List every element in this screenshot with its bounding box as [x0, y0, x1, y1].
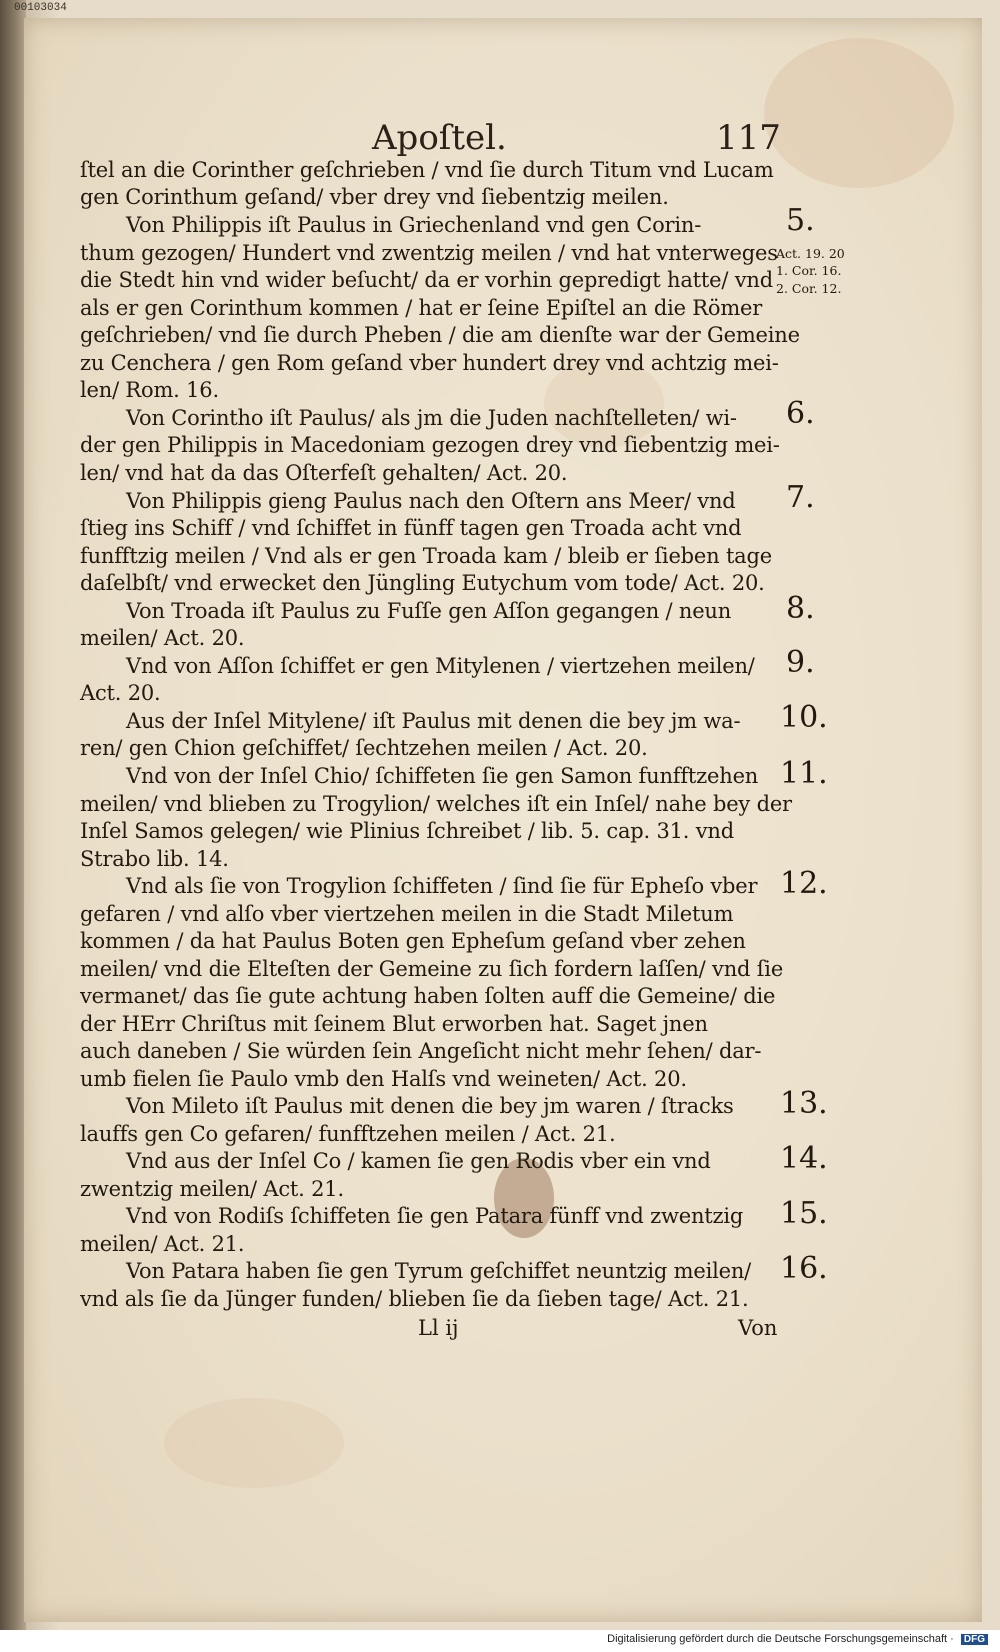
margin-reference: Act. 19. 20 [776, 246, 845, 261]
section-number: 8. [786, 591, 815, 626]
section-number: 7. [786, 480, 815, 515]
text-line: Vnd von Rodiſs ſchiffeten ſie gen Patara fünff vnd zwentzig [126, 1204, 744, 1228]
text-line: ſtel an die Corinther geſchrieben / vnd ſie durch Titum vnd Lucam [80, 158, 774, 182]
catchword: Von [738, 1316, 778, 1340]
text-line: Vnd von Aſſon ſchiffet er gen Mitylenen / viertzehen meilen/ [126, 654, 755, 678]
text-line: meilen/ vnd blieben zu Trogylion/ welches iſt ein Inſel/ nahe bey der [80, 792, 792, 816]
text-line: funfftzig meilen / Vnd als er gen Troada kam / bleib er ſieben tage [80, 544, 772, 568]
text-line: der gen Philippis in Macedoniam gezogen drey vnd ſiebentzig mei- [80, 433, 780, 457]
section-number: 13. [780, 1086, 828, 1121]
text-line: meilen/ Act. 21. [80, 1232, 245, 1256]
text-line: als er gen Corinthum kommen / hat er ſeine Epiſtel an die Römer [80, 296, 763, 320]
text-line: Von Philippis gieng Paulus nach den Oſtern ans Meer/ vnd [126, 489, 736, 513]
section-number: 9. [786, 645, 815, 680]
section-number: 11. [780, 756, 828, 791]
text-line: meilen/ vnd die Elteſten der Gemeine zu ſich fordern laſſen/ vnd ſie [80, 957, 784, 981]
signature-mark: Ll ij [418, 1316, 459, 1340]
shelfmark: 00103034 [14, 2, 67, 14]
text-line: Vnd aus der Inſel Co / kamen ſie gen Rodis vber ein vnd [126, 1149, 711, 1173]
text-line: Von Mileto iſt Paulus mit denen die bey jm waren / ſtracks [126, 1094, 734, 1118]
text-line: ſtieg ins Schiff / vnd ſchiffet in fünff tagen gen Troada acht vnd [80, 516, 742, 540]
text-line: len/ Rom. 16. [80, 378, 219, 402]
section-number: 6. [786, 396, 815, 431]
section-number: 5. [786, 203, 815, 238]
text-line: Inſel Samos gelegen/ wie Plinius ſchreibet / lib. 5. cap. 31. vnd [80, 819, 734, 843]
text-line: Von Troada iſt Paulus zu Fuſſe gen Aſſon gegangen / neun [126, 599, 732, 623]
text-line: Vnd von der Inſel Chio/ ſchiffeten ſie gen Samon funfftzehen [126, 764, 759, 788]
text-line: ren/ gen Chion geſchiffet/ ſechtzehen meilen / Act. 20. [80, 736, 648, 760]
text-line: thum gezogen/ Hundert vnd zwentzig meilen / vnd hat vnterweges [80, 241, 778, 265]
foxing-stain [164, 1398, 344, 1488]
text-line: umb fielen ſie Paulo vmb den Halſs vnd weineten/ Act. 20. [80, 1067, 687, 1091]
text-line: geſchrieben/ vnd ſie durch Pheben / die am dienſte war der Gemeine [80, 323, 800, 347]
text-line: Von Patara haben ſie gen Tyrum geſchiffet neuntzig meilen/ [126, 1259, 752, 1283]
section-number: 15. [780, 1196, 828, 1231]
section-number: 16. [780, 1251, 828, 1286]
text-line: daſelbſt/ vnd erwecket den Jüngling Eutychum vom tode/ Act. 20. [80, 571, 765, 595]
text-line: die Stedt hin vnd wider beſucht/ da er vorhin gepredigt hatte/ vnd [80, 268, 773, 292]
text-line: Von Corintho iſt Paulus/ als jm die Juden nachſtelleten/ wi- [126, 406, 737, 430]
text-line: Strabo lib. 14. [80, 847, 229, 871]
text-line: zwentzig meilen/ Act. 21. [80, 1177, 344, 1201]
text-line: Vnd als ſie von Trogylion ſchiffeten / ſind ſie für Epheſo vber [126, 874, 758, 898]
text-line: vermanet/ das ſie gute achtung haben ſolten auff die Gemeine/ die [80, 984, 776, 1008]
margin-reference: 1. Cor. 16. [776, 263, 842, 278]
text-line: der HErr Chriſtus mit ſeinem Blut erworben hat. Saget jnen [80, 1012, 708, 1036]
section-number: 14. [780, 1141, 828, 1176]
text-line: kommen / da hat Paulus Boten gen Epheſum geſand vber zehen [80, 929, 746, 953]
text-line: Aus der Inſel Mitylene/ iſt Paulus mit denen die bey jm wa- [126, 709, 741, 733]
text-line: Von Philippis iſt Paulus in Griechenland vnd gen Corin- [126, 213, 702, 237]
text-line: gen Corinthum geſand/ vber drey vnd ſiebentzig meilen. [80, 185, 669, 209]
text-line: meilen/ Act. 20. [80, 626, 245, 650]
text-line: auch daneben / Sie würden ſein Angeſicht nicht mehr ſehen/ dar- [80, 1039, 762, 1063]
page-number: 117 [716, 118, 781, 158]
text-line: lauffs gen Co gefaren/ funfftzehen meilen / Act. 21. [80, 1122, 616, 1146]
text-line: zu Cenchera / gen Rom geſand vber hundert drey vnd achtzig mei- [80, 351, 779, 375]
foxing-stain [764, 38, 954, 188]
running-head-title: Apoſtel. [372, 118, 507, 158]
dfg-logo: DFG [961, 1634, 988, 1645]
margin-reference: 2. Cor. 12. [776, 281, 842, 296]
text-line: vnd als ſie da Jünger funden/ blieben ſie da ſieben tage/ Act. 21. [80, 1287, 749, 1311]
section-number: 10. [780, 700, 828, 735]
text-line: gefaren / vnd alſo vber viertzehen meilen in die Stadt Miletum [80, 902, 734, 926]
text-line: len/ vnd hat da das Oſterfeſt gehalten/ Act. 20. [80, 461, 568, 485]
credit-text: Digitalisierung gefördert durch die Deutsche Forschungsgemeinschaft · [607, 1633, 954, 1645]
digitization-credit [607, 1633, 988, 1645]
book-spine [0, 0, 26, 1652]
section-number: 12. [780, 866, 828, 901]
text-line: Act. 20. [80, 681, 161, 705]
